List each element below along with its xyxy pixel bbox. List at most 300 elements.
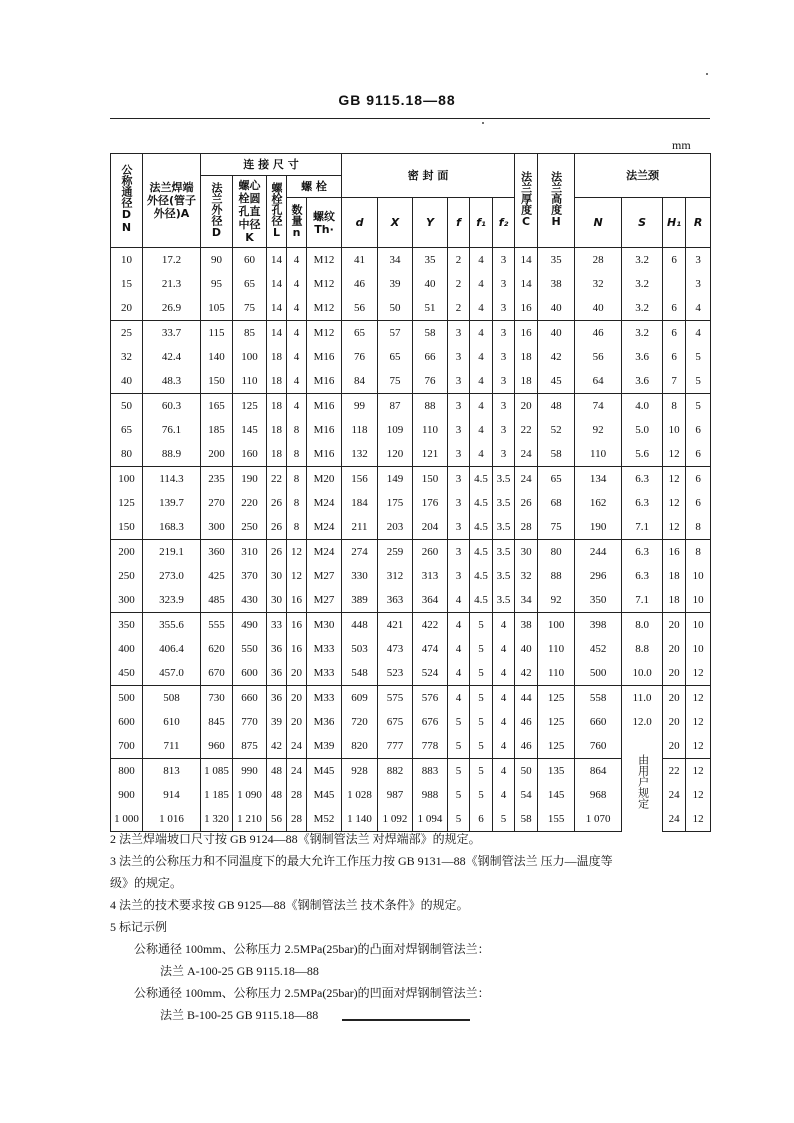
col-c-header: 法兰厚度C	[515, 154, 538, 248]
cell-a: 508	[143, 686, 201, 711]
cell-nn: 1 070	[575, 807, 622, 832]
cell-k: 490	[233, 613, 267, 638]
cell-h: 48	[538, 394, 575, 419]
cell-h1: 24	[663, 783, 686, 807]
cell-x: 312	[378, 564, 413, 588]
cell-d-outer: 270	[201, 491, 233, 515]
cell-k: 875	[233, 734, 267, 759]
s-user-note: 由用户规定	[636, 753, 649, 809]
cell-n: 12	[287, 564, 307, 588]
cell-l: 26	[267, 491, 287, 515]
cell-dn: 600	[111, 710, 143, 734]
cell-f1: 5	[470, 783, 493, 807]
cell-f: 2	[448, 296, 470, 321]
table-row	[111, 686, 711, 711]
cell-r: 8	[686, 515, 711, 540]
cell-dn: 40	[111, 369, 143, 394]
cell-f1: 4	[470, 296, 493, 321]
cell-n: 4	[287, 369, 307, 394]
cell-a: 406.4	[143, 637, 201, 661]
note-3-cont: 级》的规定。	[110, 876, 183, 890]
cell-f: 5	[448, 783, 470, 807]
cell-h: 52	[538, 418, 575, 442]
cell-c: 28	[515, 515, 538, 540]
cell-h1: 10	[663, 418, 686, 442]
cell-h1: 22	[663, 759, 686, 784]
cell-r: 5	[686, 369, 711, 394]
cell-h1: 8	[663, 394, 686, 419]
cell-f1: 5	[470, 661, 493, 686]
col-k-header: 螺心栓圆孔直中径K	[233, 176, 267, 248]
cell-y: 204	[413, 515, 448, 540]
cell-k: 145	[233, 418, 267, 442]
cell-dn: 450	[111, 661, 143, 686]
cell-f2: 3.5	[493, 588, 515, 613]
table-row	[111, 540, 711, 565]
cell-th: M33	[307, 637, 342, 661]
cell-th: M16	[307, 345, 342, 369]
table-row	[111, 759, 711, 784]
cell-th: M12	[307, 272, 342, 296]
cell-f: 2	[448, 248, 470, 273]
cell-x: 987	[378, 783, 413, 807]
cell-th: M36	[307, 710, 342, 734]
cell-x: 149	[378, 467, 413, 492]
cell-a: 1 016	[143, 807, 201, 832]
page-header: GB 9115.18—88	[338, 92, 456, 108]
cell-a: 813	[143, 759, 201, 784]
cell-l: 36	[267, 637, 287, 661]
cell-c: 18	[515, 345, 538, 369]
cell-d-outer: 115	[201, 321, 233, 346]
cell-dn: 1 000	[111, 807, 143, 832]
cell-s: 6.3	[622, 467, 663, 492]
cell-h: 68	[538, 491, 575, 515]
cell-th: M30	[307, 613, 342, 638]
cell-n: 8	[287, 418, 307, 442]
table-row	[111, 783, 711, 807]
cell-dn: 500	[111, 686, 143, 711]
cell-c: 24	[515, 467, 538, 492]
cell-l: 36	[267, 661, 287, 686]
cell-l: 22	[267, 467, 287, 492]
cell-h: 145	[538, 783, 575, 807]
cell-y: 778	[413, 734, 448, 759]
cell-r: 10	[686, 588, 711, 613]
cell-f: 3	[448, 369, 470, 394]
cell-k: 1 090	[233, 783, 267, 807]
cell-d: 820	[342, 734, 378, 759]
scan-speck	[706, 73, 708, 75]
cell-d: 548	[342, 661, 378, 686]
cell-n: 28	[287, 807, 307, 832]
cell-th: M45	[307, 783, 342, 807]
cell-s: 3.2	[622, 321, 663, 346]
cell-a: 114.3	[143, 467, 201, 492]
cell-y: 58	[413, 321, 448, 346]
cell-th: M52	[307, 807, 342, 832]
cell-f2: 3	[493, 321, 515, 346]
cell-f1: 5	[470, 710, 493, 734]
cell-f: 5	[448, 759, 470, 784]
cell-n: 16	[287, 588, 307, 613]
cell-x: 57	[378, 321, 413, 346]
cell-a: 26.9	[143, 296, 201, 321]
cell-l: 39	[267, 710, 287, 734]
cell-f: 5	[448, 734, 470, 759]
cell-f1: 4.5	[470, 467, 493, 492]
cell-l: 26	[267, 540, 287, 565]
cell-l: 18	[267, 418, 287, 442]
cell-d: 274	[342, 540, 378, 565]
cell-f2: 3	[493, 248, 515, 273]
cell-c: 42	[515, 661, 538, 686]
cell-d: 56	[342, 296, 378, 321]
cell-h1: 6	[663, 345, 686, 369]
cell-d-outer: 165	[201, 394, 233, 419]
cell-r: 8	[686, 540, 711, 565]
cell-r: 3	[686, 248, 711, 273]
cell-y: 1 094	[413, 807, 448, 832]
cell-nn: 350	[575, 588, 622, 613]
cell-th: M12	[307, 248, 342, 273]
cell-y: 576	[413, 686, 448, 711]
col-connect-header: 连 接 尺 寸	[201, 154, 342, 176]
cell-a: 273.0	[143, 564, 201, 588]
cell-f2: 4	[493, 637, 515, 661]
cell-nn: 190	[575, 515, 622, 540]
cell-f1: 5	[470, 686, 493, 711]
cell-h1: 12	[663, 442, 686, 467]
cell-l: 14	[267, 296, 287, 321]
cell-l: 42	[267, 734, 287, 759]
cell-y: 88	[413, 394, 448, 419]
cell-th: M16	[307, 394, 342, 419]
cell-d: 720	[342, 710, 378, 734]
cell-a: 76.1	[143, 418, 201, 442]
cell-s: 8.0	[622, 613, 663, 638]
notes-section	[110, 828, 710, 1026]
cell-d: 46	[342, 272, 378, 296]
cell-y: 150	[413, 467, 448, 492]
cell-c: 26	[515, 491, 538, 515]
cell-r: 5	[686, 394, 711, 419]
col-bolt-header: 螺 栓	[287, 176, 342, 198]
cell-a: 33.7	[143, 321, 201, 346]
cell-r: 12	[686, 734, 711, 759]
col-d-outer-header: 法兰外径D	[201, 176, 233, 248]
cell-th: M24	[307, 540, 342, 565]
cell-c: 18	[515, 369, 538, 394]
cell-dn: 400	[111, 637, 143, 661]
cell-nn: 92	[575, 418, 622, 442]
col-n-header: 数量n	[287, 198, 307, 248]
cell-d: 84	[342, 369, 378, 394]
note-4: 4 法兰的技术要求按 GB 9125—88《钢制管法兰 技术条件》的规定。	[110, 898, 469, 912]
cell-y: 121	[413, 442, 448, 467]
cell-th: M12	[307, 321, 342, 346]
cell-f: 3	[448, 515, 470, 540]
cell-x: 34	[378, 248, 413, 273]
col-s-header: S	[622, 198, 663, 248]
cell-a: 21.3	[143, 272, 201, 296]
cell-f: 4	[448, 613, 470, 638]
table-row	[111, 637, 711, 661]
table-row	[111, 369, 711, 394]
cell-th: M27	[307, 564, 342, 588]
cell-k: 990	[233, 759, 267, 784]
note-5: 5 标记示例	[110, 920, 168, 934]
cell-f: 4	[448, 686, 470, 711]
cell-r: 12	[686, 783, 711, 807]
cell-nn: 32	[575, 272, 622, 296]
cell-c: 30	[515, 540, 538, 565]
cell-nn: 162	[575, 491, 622, 515]
cell-h1: 20	[663, 613, 686, 638]
table-row	[111, 564, 711, 588]
cell-f: 3	[448, 321, 470, 346]
cell-r: 6	[686, 442, 711, 467]
header-rule	[110, 118, 710, 119]
cell-x: 203	[378, 515, 413, 540]
cell-k: 770	[233, 710, 267, 734]
cell-k: 430	[233, 588, 267, 613]
cell-dn: 25	[111, 321, 143, 346]
cell-a: 323.9	[143, 588, 201, 613]
cell-r: 10	[686, 637, 711, 661]
cell-d: 132	[342, 442, 378, 467]
cell-a: 168.3	[143, 515, 201, 540]
cell-c: 34	[515, 588, 538, 613]
cell-h: 45	[538, 369, 575, 394]
cell-f2: 3	[493, 418, 515, 442]
cell-n: 12	[287, 540, 307, 565]
cell-nn: 110	[575, 442, 622, 467]
cell-l: 18	[267, 369, 287, 394]
cell-n: 8	[287, 515, 307, 540]
cell-dn: 32	[111, 345, 143, 369]
cell-nn: 968	[575, 783, 622, 807]
col-dn-header: 公称通径DN	[111, 154, 143, 248]
cell-d: 184	[342, 491, 378, 515]
cell-h1: 20	[663, 637, 686, 661]
cell-d: 1 028	[342, 783, 378, 807]
cell-n: 8	[287, 442, 307, 467]
cell-l: 18	[267, 345, 287, 369]
cell-nn: 28	[575, 248, 622, 273]
cell-th: M27	[307, 588, 342, 613]
cell-d: 41	[342, 248, 378, 273]
col-f-header: f	[448, 198, 470, 248]
cell-h: 38	[538, 272, 575, 296]
cell-y: 66	[413, 345, 448, 369]
cell-nn: 244	[575, 540, 622, 565]
cell-th: M45	[307, 759, 342, 784]
cell-n: 4	[287, 248, 307, 273]
cell-n: 20	[287, 710, 307, 734]
cell-s: 11.0	[622, 686, 663, 711]
cell-dn: 15	[111, 272, 143, 296]
cell-d-outer: 200	[201, 442, 233, 467]
cell-d-outer: 555	[201, 613, 233, 638]
cell-a: 17.2	[143, 248, 201, 273]
cell-dn: 700	[111, 734, 143, 759]
cell-dn: 50	[111, 394, 143, 419]
table-row	[111, 394, 711, 419]
cell-f2: 3	[493, 369, 515, 394]
cell-f2: 4	[493, 710, 515, 734]
cell-d-outer: 485	[201, 588, 233, 613]
cell-h: 92	[538, 588, 575, 613]
cell-h: 110	[538, 661, 575, 686]
cell-k: 100	[233, 345, 267, 369]
cell-h: 58	[538, 442, 575, 467]
cell-d: 156	[342, 467, 378, 492]
table-row	[111, 321, 711, 346]
cell-a: 60.3	[143, 394, 201, 419]
cell-f: 3	[448, 467, 470, 492]
cell-f2: 4	[493, 613, 515, 638]
cell-k: 550	[233, 637, 267, 661]
cell-h: 65	[538, 467, 575, 492]
cell-d-outer: 620	[201, 637, 233, 661]
cell-s	[622, 734, 663, 832]
cell-x: 882	[378, 759, 413, 784]
cell-d-outer: 670	[201, 661, 233, 686]
cell-h: 110	[538, 637, 575, 661]
cell-d-outer: 1 320	[201, 807, 233, 832]
cell-h1: 16	[663, 540, 686, 565]
cell-d-outer: 845	[201, 710, 233, 734]
cell-f: 4	[448, 661, 470, 686]
cell-dn: 80	[111, 442, 143, 467]
cell-c: 22	[515, 418, 538, 442]
cell-h1	[663, 272, 686, 296]
cell-n: 8	[287, 467, 307, 492]
cell-h: 75	[538, 515, 575, 540]
cell-dn: 10	[111, 248, 143, 273]
cell-d-outer: 425	[201, 564, 233, 588]
cell-r: 6	[686, 418, 711, 442]
cell-a: 219.1	[143, 540, 201, 565]
cell-h: 42	[538, 345, 575, 369]
cell-n: 16	[287, 637, 307, 661]
cell-f: 3	[448, 442, 470, 467]
cell-k: 1 210	[233, 807, 267, 832]
cell-f: 3	[448, 491, 470, 515]
cell-f1: 4	[470, 272, 493, 296]
cell-l: 30	[267, 588, 287, 613]
cell-s: 5.0	[622, 418, 663, 442]
cell-th: M33	[307, 686, 342, 711]
cell-y: 883	[413, 759, 448, 784]
table-row	[111, 248, 711, 273]
table-row	[111, 661, 711, 686]
cell-d: 928	[342, 759, 378, 784]
cell-f1: 4	[470, 442, 493, 467]
cell-f2: 4	[493, 661, 515, 686]
col-y-header: Y	[413, 198, 448, 248]
cell-a: 48.3	[143, 369, 201, 394]
cell-c: 38	[515, 613, 538, 638]
cell-r: 6	[686, 491, 711, 515]
cell-x: 175	[378, 491, 413, 515]
cell-h: 40	[538, 321, 575, 346]
cell-x: 421	[378, 613, 413, 638]
cell-x: 575	[378, 686, 413, 711]
cell-y: 676	[413, 710, 448, 734]
cell-nn: 760	[575, 734, 622, 759]
cell-f2: 4	[493, 734, 515, 759]
cell-y: 176	[413, 491, 448, 515]
cell-f2: 3.5	[493, 491, 515, 515]
cell-nn: 398	[575, 613, 622, 638]
cell-s: 3.6	[622, 345, 663, 369]
cell-y: 364	[413, 588, 448, 613]
cell-a: 610	[143, 710, 201, 734]
cell-d-outer: 140	[201, 345, 233, 369]
cell-dn: 300	[111, 588, 143, 613]
cell-h1: 20	[663, 686, 686, 711]
col-x-header: X	[378, 198, 413, 248]
cell-s: 8.8	[622, 637, 663, 661]
cell-f1: 4	[470, 394, 493, 419]
cell-f1: 4	[470, 369, 493, 394]
cell-y: 524	[413, 661, 448, 686]
table-row	[111, 442, 711, 467]
cell-y: 474	[413, 637, 448, 661]
cell-r: 10	[686, 564, 711, 588]
col-neck-header: 法兰颈	[575, 154, 711, 198]
cell-l: 14	[267, 321, 287, 346]
col-a-header: 法兰焊端外径(管子外径)A	[143, 154, 201, 248]
cell-nn: 864	[575, 759, 622, 784]
cell-c: 58	[515, 807, 538, 832]
cell-x: 75	[378, 369, 413, 394]
cell-f: 2	[448, 272, 470, 296]
cell-y: 313	[413, 564, 448, 588]
cell-h1: 6	[663, 321, 686, 346]
cell-th: M24	[307, 515, 342, 540]
cell-l: 18	[267, 394, 287, 419]
cell-h1: 12	[663, 491, 686, 515]
cell-f2: 4	[493, 686, 515, 711]
example-2-mark: 法兰 B-100-25 GB 9115.18—88	[160, 1008, 319, 1022]
cell-x: 39	[378, 272, 413, 296]
cell-d: 99	[342, 394, 378, 419]
cell-f1: 4	[470, 418, 493, 442]
note-2: 2 法兰焊端坡口尺寸按 GB 9124—88《钢制管法兰 对焊端部》的规定。	[110, 832, 481, 846]
cell-n: 20	[287, 686, 307, 711]
cell-x: 675	[378, 710, 413, 734]
cell-x: 65	[378, 345, 413, 369]
cell-d: 1 140	[342, 807, 378, 832]
cell-f2: 3	[493, 296, 515, 321]
cell-f2: 3.5	[493, 564, 515, 588]
cell-nn: 74	[575, 394, 622, 419]
cell-f1: 4.5	[470, 564, 493, 588]
cell-nn: 500	[575, 661, 622, 686]
cell-f2: 3.5	[493, 515, 515, 540]
cell-th: M16	[307, 369, 342, 394]
cell-k: 220	[233, 491, 267, 515]
cell-d: 389	[342, 588, 378, 613]
cell-f: 4	[448, 637, 470, 661]
cell-h: 125	[538, 710, 575, 734]
cell-f2: 3	[493, 272, 515, 296]
cell-f2: 3	[493, 442, 515, 467]
cell-th: M33	[307, 661, 342, 686]
